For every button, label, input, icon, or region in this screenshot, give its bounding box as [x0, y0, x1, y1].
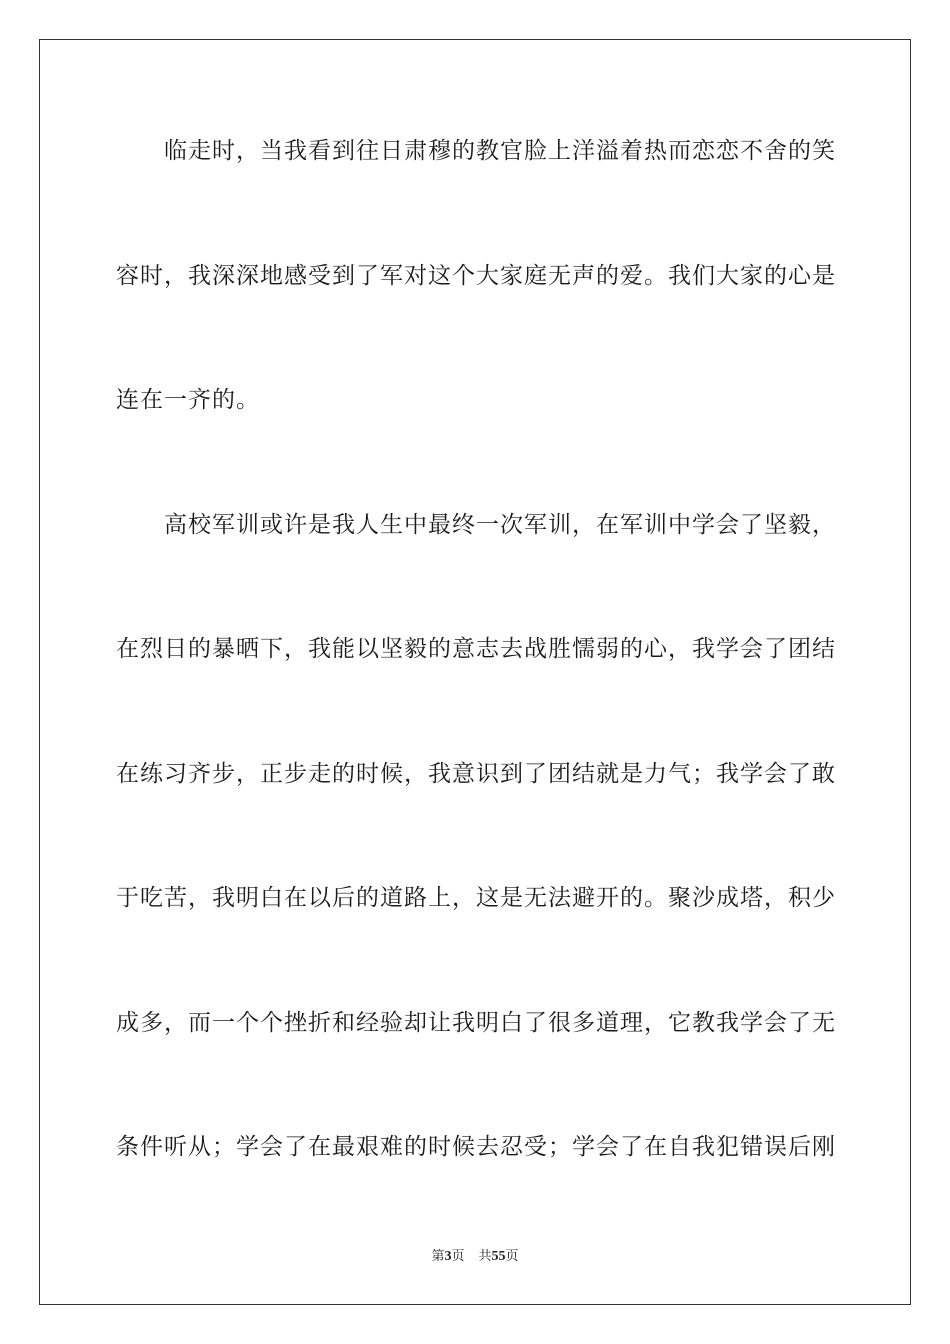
paragraph-line: 于吃苦，我明白在以后的道路上，这是无法避开的。聚沙成塔，积少	[116, 885, 836, 911]
paragraph-line: 成多，而一个个挫折和经验却让我明白了很多道理，它教我学会了无	[116, 1010, 836, 1036]
page-footer	[0, 1248, 950, 1266]
paragraph-line: 条件听从；学会了在最艰难的时候去忍受；学会了在自我犯错误后刚	[116, 1134, 836, 1160]
paragraph-line: 连在一齐的。	[116, 387, 260, 413]
page-prefix: 第	[431, 1249, 445, 1264]
paragraph-line: 高校军训或许是我人生中最终一次军训，在军训中学会了坚毅，	[164, 512, 836, 538]
paragraph-line: 临走时，当我看到往日肃穆的教官脸上洋溢着热而恋恋不舍的笑	[164, 138, 836, 164]
total-suffix: 页	[505, 1249, 519, 1264]
page-suffix: 页	[451, 1249, 465, 1264]
total-prefix: 共	[478, 1249, 492, 1264]
paragraph-line: 容时，我深深地感受到了军对这个大家庭无声的爱。我们大家的心是	[116, 263, 836, 289]
total-pages: 55	[491, 1249, 506, 1264]
paragraph-line: 在练习齐步，正步走的时候，我意识到了团结就是力气；我学会了敢	[116, 761, 836, 787]
paragraph-line: 在烈日的暴晒下，我能以坚毅的意志去战胜懦弱的心，我学会了团结	[116, 636, 836, 662]
page-number: 3	[444, 1249, 452, 1264]
page-border	[39, 39, 911, 1305]
